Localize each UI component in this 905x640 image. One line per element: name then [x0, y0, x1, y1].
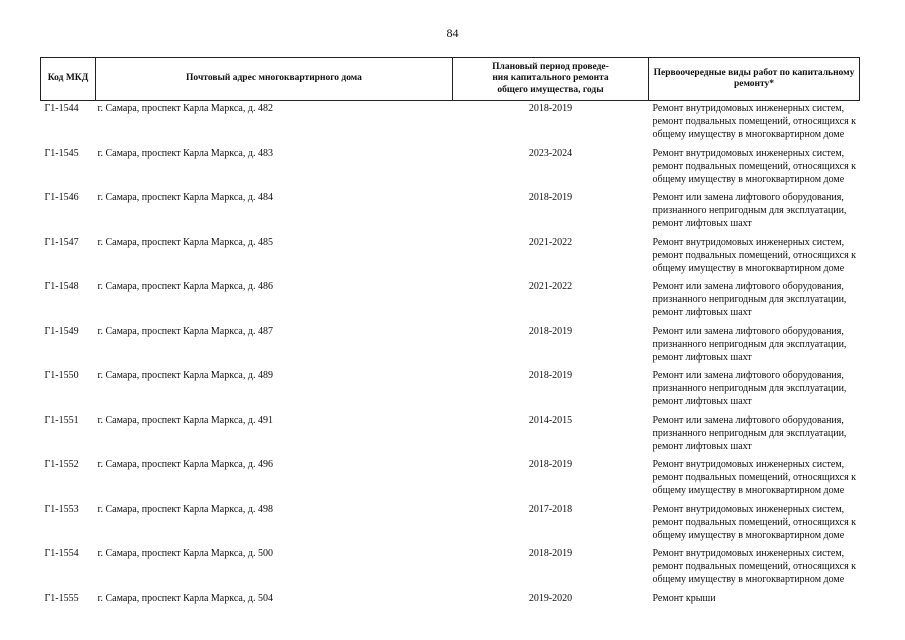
work-line: Ремонт или замена лифтового оборудования,: [652, 281, 844, 292]
cell-works: [649, 546, 860, 591]
work-line: общему имуществу в многоквартирном доме: [652, 529, 845, 541]
table-row: [41, 413, 860, 458]
cell-period: 2021-2022: [528, 236, 573, 248]
cell-code: Г1-1546: [44, 192, 79, 203]
cell-address: г. Самара, проспект Карла Маркса, д. 485: [97, 236, 273, 248]
cell-code: Г1-1551: [44, 414, 79, 426]
header-works-line: Первоочередные виды работ по капитальному: [653, 67, 855, 78]
cell-period: 2018-2019: [528, 548, 573, 559]
work-line: Ремонт или замена лифтового оборудования,: [652, 192, 844, 203]
table-row: [41, 279, 860, 324]
work-line: Ремонт крыши: [652, 592, 716, 604]
cell-code: Г1-1550: [44, 370, 79, 381]
cell-code: Г1-1554: [44, 548, 79, 559]
work-line: признанного непригодным для эксплуатации,: [652, 205, 847, 216]
work-line: Ремонт или замена лифтового оборудования,: [652, 370, 844, 381]
cell-works: [649, 279, 860, 324]
cell-address: г. Самара, проспект Карла Маркса, д. 484: [97, 192, 273, 203]
cell-address: г. Самара, проспект Карла Маркса, д. 491: [97, 414, 273, 426]
header-period: [453, 58, 649, 101]
cell-address: г. Самара, проспект Карла Маркса, д. 487: [97, 325, 273, 337]
table-row: [41, 146, 860, 191]
cell-address: г. Самара, проспект Карла Маркса, д. 496: [97, 459, 273, 470]
header-period-line: ния капитального ремонта: [492, 73, 609, 84]
cell-code: Г1-1552: [44, 459, 79, 470]
cell-code: Г1-1548: [44, 281, 79, 292]
work-line: ремонт подвальных помещений, относящихся к: [652, 561, 857, 572]
table-header-row: [41, 58, 860, 101]
cell-works: [649, 146, 860, 191]
table-row: [41, 591, 860, 610]
header-code: Код МКД: [41, 58, 96, 101]
work-line: общему имуществу в многоквартирном доме: [652, 574, 845, 585]
cell-code: Г1-1553: [44, 503, 79, 515]
work-line: общему имуществу в многоквартирном доме: [652, 173, 845, 185]
cell-code: Г1-1545: [44, 147, 79, 159]
cell-period: 2018-2019: [528, 370, 573, 381]
work-line: общему имуществу в многоквартирном доме: [652, 129, 845, 140]
header-address: Почтовый адрес многоквартирного дома: [96, 58, 453, 101]
cell-period: 2017-2018: [528, 503, 573, 515]
work-line: Ремонт внутридомовых инженерных систем,: [652, 459, 845, 470]
table-row: [41, 190, 860, 235]
work-line: общему имуществу в многоквартирном доме: [652, 485, 845, 496]
cell-works: [649, 502, 860, 547]
work-line: Ремонт внутридомовых инженерных систем,: [652, 147, 845, 159]
capital-repair-table: [40, 57, 860, 610]
cell-works: [649, 457, 860, 502]
work-line: ремонт подвальных помещений, относящихся к: [652, 116, 857, 127]
cell-code: Г1-1549: [44, 325, 79, 337]
work-line: ремонт подвальных помещений, относящихся к: [652, 249, 857, 261]
header-works-line: ремонту*: [733, 79, 775, 89]
cell-address: г. Самара, проспект Карла Маркса, д. 489: [97, 370, 273, 381]
cell-address: г. Самара, проспект Карла Маркса, д. 486: [97, 281, 273, 292]
table-row: [41, 101, 860, 146]
cell-period: 2023-2024: [528, 147, 573, 159]
cell-works: [649, 324, 860, 369]
work-line: признанного непригодным для эксплуатации,: [652, 294, 847, 305]
work-line: Ремонт или замена лифтового оборудования,: [652, 414, 844, 426]
work-line: ремонт лифтовых шахт: [652, 396, 752, 407]
work-line: Ремонт внутридомовых инженерных систем,: [652, 103, 845, 114]
cell-address: г. Самара, проспект Карла Маркса, д. 504: [97, 592, 273, 604]
work-line: ремонт лифтовых шахт: [652, 440, 752, 452]
cell-works: [649, 235, 860, 280]
work-line: Ремонт внутридомовых инженерных систем,: [652, 503, 845, 515]
cell-code: Г1-1544: [44, 103, 79, 114]
cell-period: 2018-2019: [528, 459, 573, 470]
work-line: ремонт подвальных помещений, относящихся к: [652, 472, 857, 483]
cell-code: Г1-1555: [44, 592, 79, 604]
cell-address: г. Самара, проспект Карла Маркса, д. 482: [97, 103, 273, 114]
page-number: 84: [446, 26, 459, 40]
table-body: [41, 101, 860, 610]
header-period-line: Плановый период проведе-: [492, 61, 609, 72]
cell-works: [649, 190, 860, 235]
work-line: Ремонт внутридомовых инженерных систем,: [652, 548, 845, 559]
cell-works: [649, 413, 860, 458]
table-row: [41, 324, 860, 369]
cell-address: г. Самара, проспект Карла Маркса, д. 498: [97, 503, 273, 515]
cell-period: 2019-2020: [528, 592, 573, 604]
work-line: ремонт лифтовых шахт: [652, 351, 752, 363]
work-line: ремонт лифтовых шахт: [652, 218, 752, 229]
work-line: ремонт подвальных помещений, относящихся к: [652, 160, 857, 172]
table-row: [41, 457, 860, 502]
cell-works: [649, 591, 860, 610]
cell-period: 2018-2019: [528, 192, 573, 203]
work-line: ремонт лифтовых шахт: [652, 307, 752, 318]
cell-period: 2018-2019: [528, 325, 573, 337]
work-line: Ремонт или замена лифтового оборудования,: [652, 325, 844, 337]
table-row: [41, 546, 860, 591]
cell-period: 2021-2022: [528, 281, 573, 292]
header-works: [649, 58, 860, 101]
cell-period: 2014-2015: [528, 414, 573, 426]
cell-period: 2018-2019: [528, 103, 573, 114]
work-line: признанного непригодным для эксплуатации,: [652, 427, 847, 439]
table-row: [41, 235, 860, 280]
cell-address: г. Самара, проспект Карла Маркса, д. 500: [97, 548, 273, 559]
work-line: признанного непригодным для эксплуатации,: [652, 383, 847, 394]
work-line: общему имуществу в многоквартирном доме: [652, 262, 845, 274]
cell-code: Г1-1547: [44, 236, 79, 248]
cell-works: [649, 368, 860, 413]
work-line: Ремонт внутридомовых инженерных систем,: [652, 236, 845, 248]
work-line: ремонт подвальных помещений, относящихся к: [652, 516, 857, 528]
work-line: признанного непригодным для эксплуатации,: [652, 338, 847, 350]
table-row: [41, 502, 860, 547]
cell-works: [649, 101, 860, 146]
table-row: [41, 368, 860, 413]
header-period-line: общего имущества, годы: [497, 84, 604, 95]
cell-address: г. Самара, проспект Карла Маркса, д. 483: [97, 147, 273, 159]
